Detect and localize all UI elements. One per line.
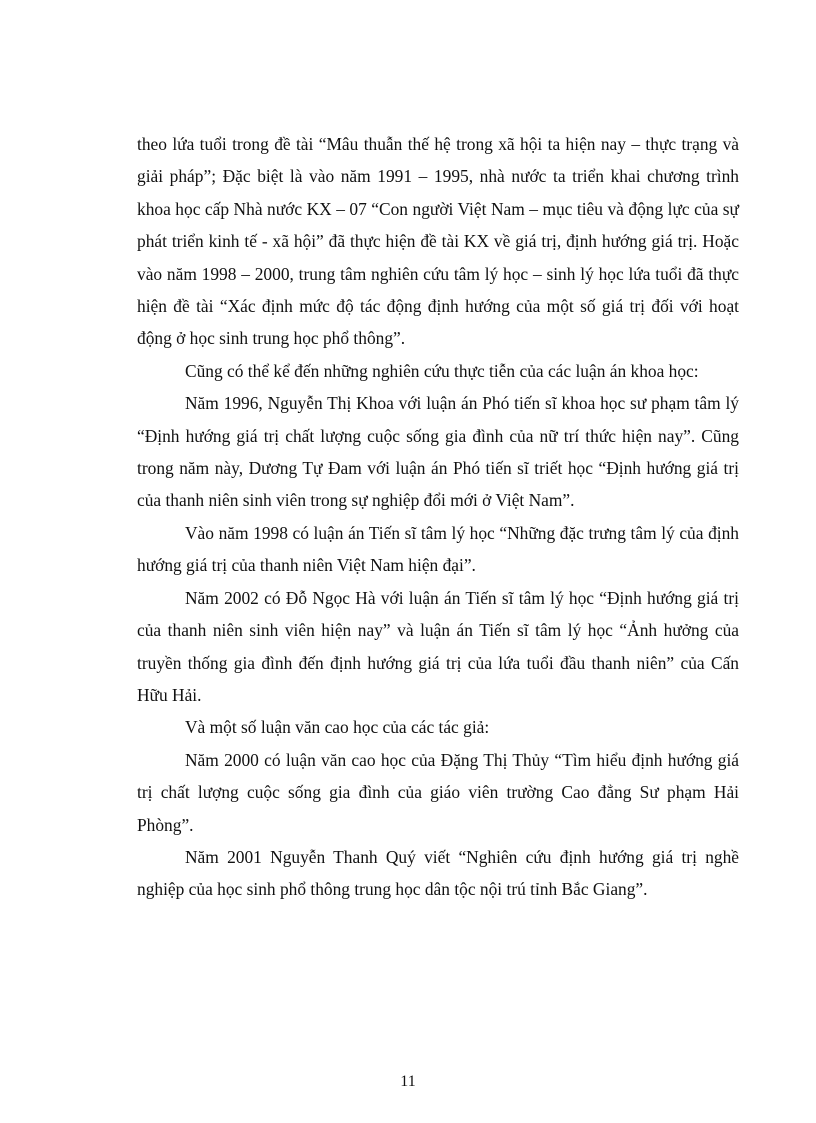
page-number: 11 — [400, 1073, 416, 1090]
paragraph-2: Cũng có thể kể đến những nghiên cứu thực tiễn của các luận án khoa học: — [185, 360, 699, 381]
paragraph-4: Vào năm 1998 có luận án Tiến sĩ tâm lý học “Những đặc trưng tâm lý của định hướng giá trị của thanh niên Việt Nam hiện đại”. — [137, 522, 739, 576]
paragraph-1: theo lứa tuổi trong đề tài “Mâu thuẫn thế hệ trong xã hội ta hiện nay – thực trạng và giải pháp”; Đặc biệt là vào năm 1991 – 1995, nhà nước ta triển khai chương trình khoa học cấp Nhà nước KX – 07 “Con người Việt Nam – mục tiêu và động lực của sự phát triển kinh tế - xã hội” đã thực hiện đề tài KX về giá trị, định hướng giá trị. Hoặc vào năm 1998 – 2000, trung tâm nghiên cứu tâm lý học – sinh lý học lứa tuổi đã thực hiện đề tài “Xác định mức độ tác động định hướng của một số giá trị đối với hoạt động ở học sinh trung học phổ thông”. — [137, 134, 739, 349]
paragraph-3: Năm 1996, Nguyễn Thị Khoa với luận án Phó tiến sĩ khoa học sư phạm tâm lý “Định hướng giá trị chất lượng cuộc sống gia đình của nữ trí thức hiện nay”. Cũng trong năm này, Dương Tự Đam với luận án Phó tiến sĩ triết học “Định hướng giá trị của thanh niên sinh viên trong sự nghiệp đổi mới ở Việt Nam”. — [137, 393, 739, 511]
paragraph-5: Năm 2002 có Đỗ Ngọc Hà với luận án Tiến sĩ tâm lý học “Định hướng giá trị của thanh niên sinh viên hiện nay” và luận án Tiến sĩ tâm lý học “Ảnh hưởng của truyền thống gia đình đến định hướng giá trị của lứa tuổi đầu thanh niên” của Cấn Hữu Hải. — [137, 587, 739, 705]
body-text — [137, 128, 739, 906]
paragraph-7: Năm 2000 có luận văn cao học của Đặng Thị Thủy “Tìm hiểu định hướng giá trị chất lượng cuộc sống gia đình của giáo viên trường Cao đẳng Sư phạm Hải Phòng”. — [137, 749, 739, 835]
paragraph-6: Và một số luận văn cao học của các tác giả: — [185, 717, 490, 738]
paragraph-8: Năm 2001 Nguyễn Thanh Quý viết “Nghiên cứu định hướng giá trị nghề nghiệp của học sinh phổ thông trung học dân tộc nội trú tỉnh Bắc Giang”. — [137, 846, 739, 900]
